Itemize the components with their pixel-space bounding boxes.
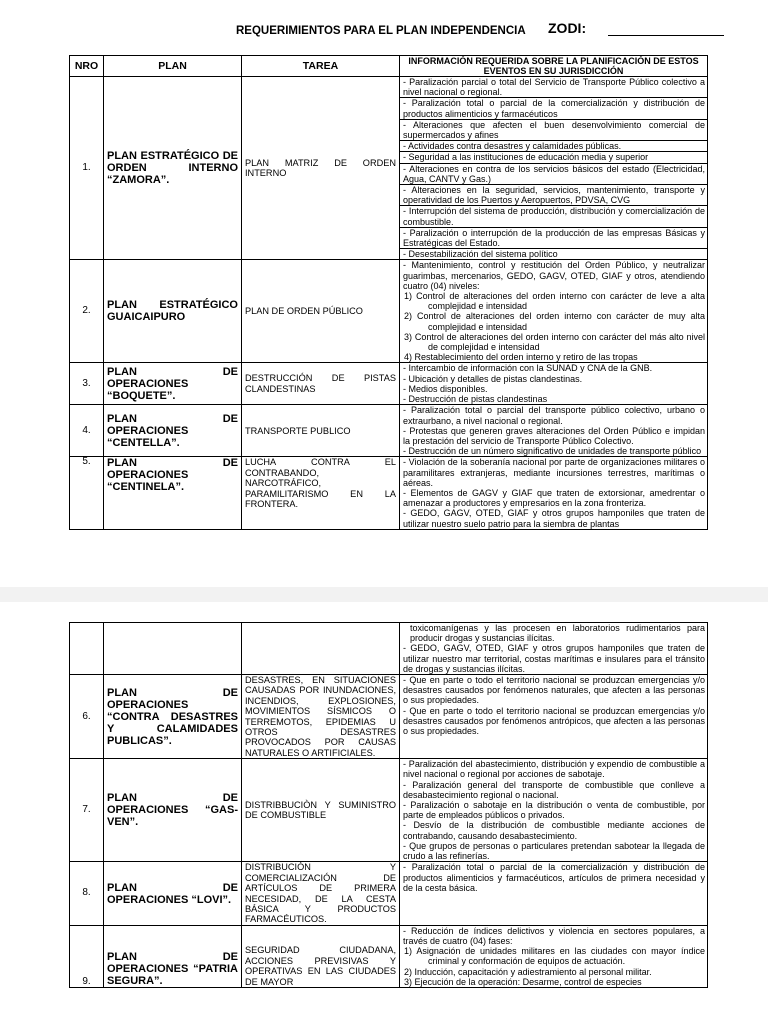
task-description: TRANSPORTE PUBLICO <box>242 405 400 457</box>
plan-name: PLAN DE OPERACIONES “GAS-VEN”. <box>104 759 242 862</box>
info-item: - Destrucción de un número significativo de unidades de transporte público <box>403 446 702 457</box>
info-item: - Paralización total o parcial de la comercialización y distribución de productos alimenticios y farmacéuticos <box>400 98 707 119</box>
info-item: - Actividades contra desastres y calamidades públicas. <box>400 141 707 152</box>
info-item: - Que en parte o todo el territorio nacional se produzcan emergencias y/o desastres causados por fenómenos naturales, que afecten a las personas o sus propiedades. <box>403 675 705 706</box>
row-number: 1. <box>70 77 104 260</box>
info-item: - Paralización total o parcial de la comercialización y distribución de productos alimenticios y farmacéuticos, artículos de primera necesidad y de la cesta básica. <box>403 862 705 893</box>
task-description: PLAN DE ORDEN PÚBLICO <box>242 260 400 363</box>
info-item: - Que grupos de personas o particulares pretendan sabotear la llegada de crudo a las refinerías. <box>403 840 705 862</box>
info-list <box>400 623 708 675</box>
plan-name <box>104 623 242 675</box>
task-description <box>242 623 400 675</box>
requirements-table-continued <box>69 622 708 988</box>
info-item: 4) Restablecimiento del orden interno y retiro de las tropas <box>404 352 638 363</box>
info-list <box>400 405 708 457</box>
info-item: 2) Control de alteraciones del orden interno con carácter de muy alta complejidad e intensidad <box>404 311 705 332</box>
table-row <box>70 675 708 759</box>
info-item: - Paralización general del transporte de combustible que conlleve a desabastecimiento regional o nacional. <box>403 779 705 800</box>
info-list <box>400 363 708 405</box>
column-header-tarea: TAREA <box>242 56 400 77</box>
info-item: 2) Inducción, capacitación y adiestramiento al personal militar. <box>404 966 652 977</box>
document-title: REQUERIMIENTOS PARA EL PLAN INDEPENDENCIA <box>236 25 526 37</box>
row-number: 5. <box>70 457 104 529</box>
info-list <box>400 260 708 363</box>
info-item: toxicomanígenas y las procesen en laboratorios rudimentarios para producir drogas y sustancias ilícitas. <box>410 623 705 644</box>
column-header-info: INFORMACIÓN REQUERIDA SOBRE LA PLANIFICACIÓN DE ESTOS EVENTOS EN SU JURISDICCIÓN <box>400 56 708 77</box>
row-number <box>70 623 104 675</box>
task-description: DESASTRES, EN SITUACIONES CAUSADAS POR INUNDACIONES, INCENDIOS, EXPLOSIONES, MOVIMIENTOS SÍSMICOS O TERREMOTOS, EPIDEMIAS U OTROS DESASTRES PROVOCADOS POR CAUSAS NATURALES O ARTIFICIALES. <box>242 675 400 759</box>
row-number: 8. <box>70 862 104 925</box>
plan-name: PLAN DE OPERACIONES “BOQUETE”. <box>104 363 242 405</box>
info-list <box>400 77 708 260</box>
info-item: - GEDO, GAGV, OTED, GIAF y otros grupos hamponiles que traten de utilizar nuestro mar territorial, costas marítimas e insulares para el tránsito de drogas y sustancias ilícitas. <box>403 643 705 674</box>
info-item: 3) Ejecución de la operación: Desarme, control de especies <box>404 976 642 987</box>
table-row <box>70 862 708 925</box>
task-description: DISTRIBBUCIÒN Y SUMINISTRO DE COMBUSTIBLE <box>242 759 400 862</box>
info-item: - Violación de la soberanía nacional por parte de organizaciones militares o paramilitares extranjeras, mediante incursiones terrestres, marítimas o aéreas. <box>403 457 705 488</box>
info-item: - Que en parte o todo el territorio nacional se produzcan emergencias y/o desastres causados por fenómenos antrópicos, que afecten a las personas o sus propiedades. <box>403 705 705 737</box>
document-page-2 <box>0 602 768 1024</box>
table-row <box>70 405 708 457</box>
row-number: 2. <box>70 260 104 363</box>
plan-name: PLAN DE OPERACIONES “CENTINELA”. <box>104 457 242 529</box>
table-row <box>70 623 708 675</box>
info-item: - Protestas que generen graves alteraciones del Orden Público e impidan la prestación del servicio de Transporte Público Colectivo. <box>403 425 705 446</box>
info-item: - Elementos de GAGV y GIAF que traten de extorsionar, amedrentar o amenazar a productores y empresarios en la zona fronteriza. <box>403 487 705 509</box>
table-row <box>70 759 708 862</box>
info-item: - Paralización parcial o total del Servicio de Transporte Público colectivo a nivel nacional o regional. <box>400 77 707 98</box>
zodi-blank-line <box>608 35 724 36</box>
info-item: - Reducción de índices delictivos y violencia en sectores populares, a través de cuatro (04) fases: <box>403 925 705 946</box>
info-list <box>400 457 708 529</box>
info-list <box>400 862 708 925</box>
table-row <box>70 77 708 260</box>
info-item: - Paralización del abastecimiento, distribución y expendio de combustible a nivel nacional o regional por acciones de sabotaje. <box>403 759 705 780</box>
row-number: 7. <box>70 759 104 862</box>
zodi-label: ZODI: <box>548 20 587 36</box>
info-item: - Desestabilización del sistema político <box>403 249 558 260</box>
plan-name: PLAN DE OPERACIONES “PATRIA SEGURA”. <box>104 925 242 987</box>
task-description: DESTRUCCIÓN DE PISTAS CLANDESTINAS <box>242 363 400 405</box>
row-number: 6. <box>70 675 104 759</box>
info-item: 3) Control de alteraciones del orden interno con carácter del más alto nivel de complejidad e intensidad <box>404 331 705 353</box>
table-row <box>70 260 708 363</box>
info-item: - Seguridad a las instituciones de educación media y superior <box>400 152 707 163</box>
info-item: - Intercambio de información con la SUNAD y CNA de la GNB. <box>403 363 653 374</box>
row-number: 4. <box>70 405 104 457</box>
info-item: 1) Asignación de unidades militares en las ciudades con mayor índice criminal y conformación de equipos de actuación. <box>404 946 705 967</box>
row-number: 3. <box>70 363 104 405</box>
plan-name: PLAN DE OPERACIONES “CENTELLA”. <box>104 405 242 457</box>
info-item: - Destrucción de pistas clandestinas <box>403 394 548 405</box>
table-header-row <box>70 56 708 77</box>
task-description: PLAN MATRIZ DE ORDEN INTERNO <box>242 77 400 260</box>
plan-name: PLAN DE OPERACIONES “CONTRA DESASTRES Y CALAMIDADES PUBLICAS”. <box>104 675 242 759</box>
row-number: 9. <box>70 925 104 987</box>
column-header-plan: PLAN <box>104 56 242 77</box>
info-item: - Medios disponibles. <box>403 383 488 394</box>
info-list <box>400 925 708 987</box>
plan-name: PLAN ESTRATÉGICO GUAICAIPURO <box>104 260 242 363</box>
plan-name: PLAN DE OPERACIONES “LOVI”. <box>104 862 242 925</box>
info-list <box>400 675 708 759</box>
info-item: - Alteraciones en la seguridad, servicios, mantenimiento, transporte y operatividad de los Puertos y Aeropuertos, PDVSA, CVG <box>400 185 707 206</box>
info-item: - Desvío de la distribución de combustible mediante acciones de contrabando, causando desabastecimiento. <box>403 820 705 841</box>
info-item: - Paralización total o parcial del transporte público colectivo, urbano o extraurbano, a nivel nacional o regional. <box>403 405 705 426</box>
info-item: - GEDO, GAGV, OTED, GIAF y otros grupos hamponiles que traten de utilizar nuestro suelo patrio para la siembra de plantas <box>403 508 705 529</box>
plan-name: PLAN ESTRATÉGICO DE ORDEN INTERNO “ZAMORA”. <box>104 77 242 260</box>
info-item: - Interrupción del sistema de producción, distribución y comercialización de combustible. <box>400 206 707 227</box>
info-item: - Alteraciones en contra de los servicios básicos del estado (Electricidad, Agua, CANTV y Gas.) <box>400 164 707 185</box>
info-list <box>400 759 708 862</box>
info-item: - Paralización o interrupción de la producción de las empresas Básicas y Estratégicas del Estado. <box>400 228 707 249</box>
table-row <box>70 925 708 987</box>
info-item: - Mantenimiento, control y restitución del Orden Público, y neutralizar guarimbas, mercenarios, GEDO, GAGV, OTED, GIAF y otros, atendiendo cuatro (04) niveles: <box>403 260 705 291</box>
column-header-nro: NRO <box>70 56 104 77</box>
task-description: DISTRIBUCIÓN Y COMERCIALIZACIÓN DE ARTÍCULOS DE PRIMERA NECESIDAD, DE LA CESTA BÁSICA Y PRODUCTOS FARMACÉUTICOS. <box>242 862 400 925</box>
info-item: - Ubicación y detalles de pistas clandestinas. <box>403 373 583 384</box>
task-description: LUCHA CONTRA EL CONTRABANDO, NARCOTRÁFICO, PARAMILITARISMO EN LA FRONTERA. <box>242 457 400 529</box>
info-item: 1) Control de alteraciones del orden interno con carácter de leve a alta complejidad e intensidad <box>404 291 705 312</box>
info-item: - Paralización o sabotaje en la distribución o venta de combustible, por parte de empleados públicos o privados. <box>403 800 705 821</box>
info-item: - Alteraciones que afecten el buen desenvolvimiento comercial de supermercados y afines <box>400 120 707 141</box>
table-row <box>70 363 708 405</box>
requirements-table <box>69 55 708 530</box>
task-description: SEGURIDAD CIUDADANA, ACCIONES PREVISIVAS Y OPERATIVAS EN LAS CIUDADES DE MAYOR <box>242 925 400 987</box>
table-row <box>70 457 708 529</box>
